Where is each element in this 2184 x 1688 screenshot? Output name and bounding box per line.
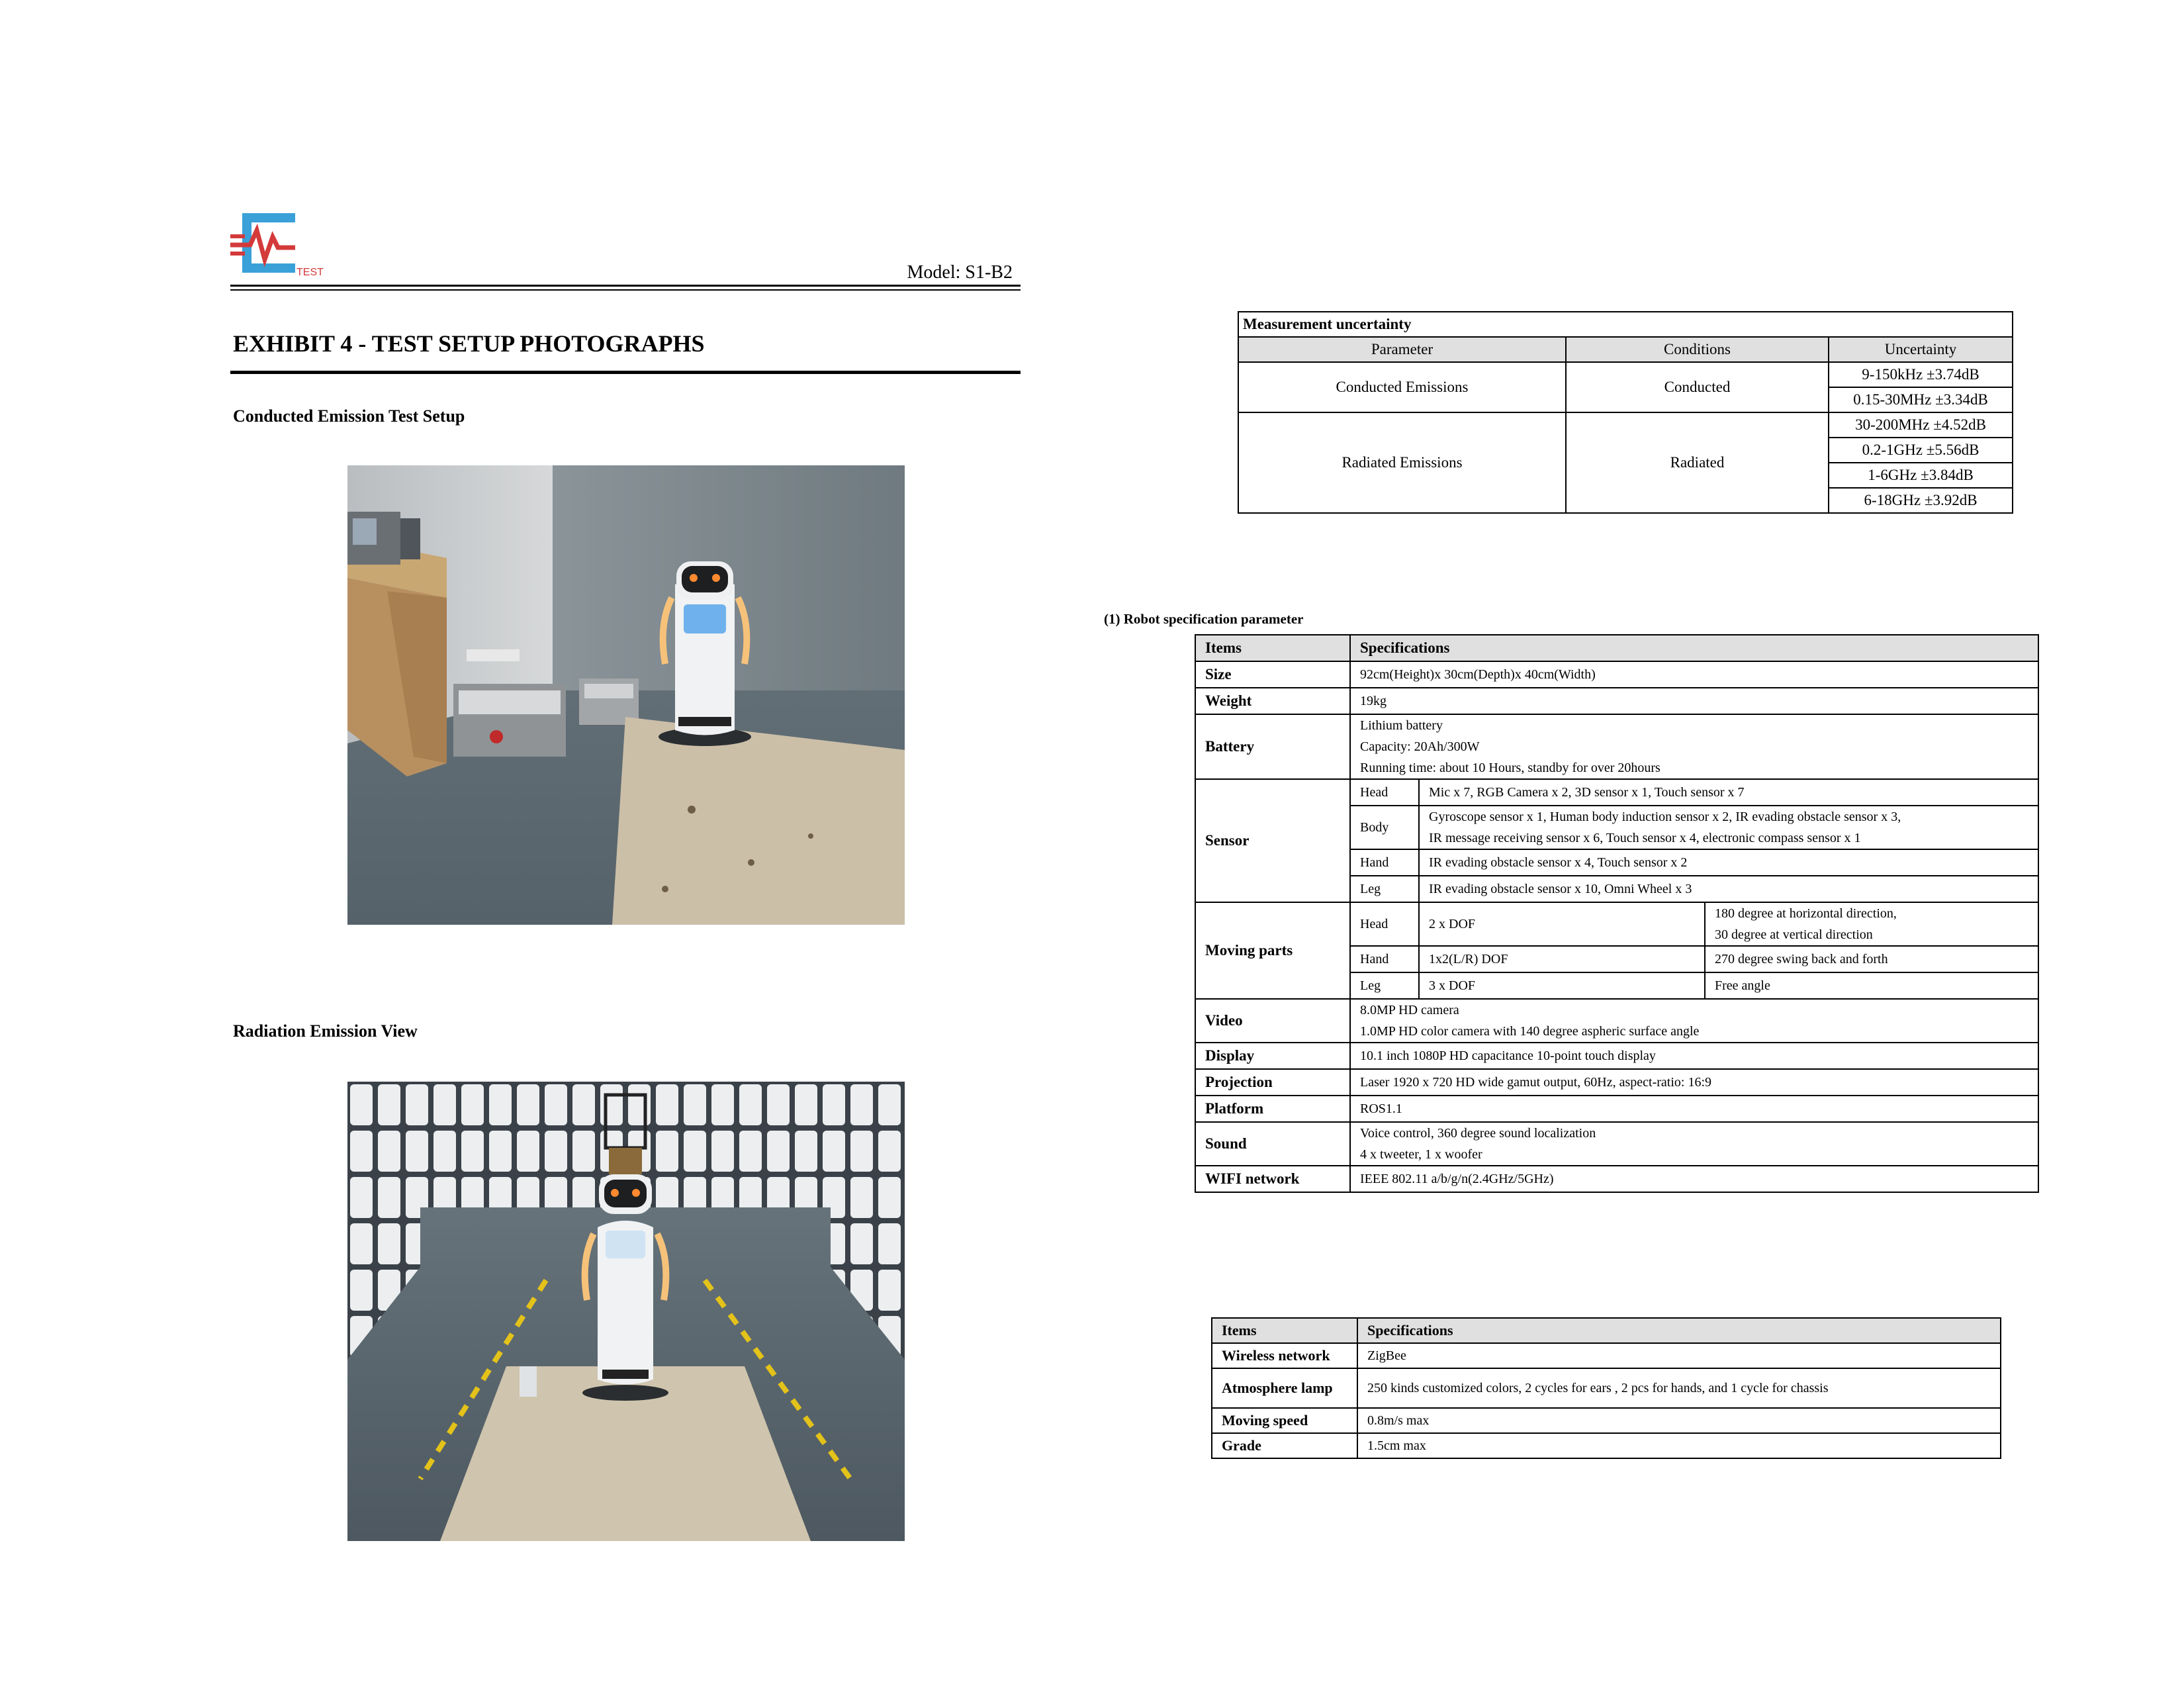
uncertainty-table bbox=[1238, 311, 2013, 514]
spec-value: Mic x 7, RGB Camera x 2, 3D sensor x 1, Touch sensor x 7 bbox=[1419, 779, 2038, 806]
radiation-chamber-photo bbox=[347, 1082, 905, 1541]
spec-key: Size bbox=[1195, 661, 1350, 688]
company-logo bbox=[230, 211, 336, 279]
spec-value: 1.5cm max bbox=[1357, 1433, 2001, 1458]
radiated-parameter: Radiated Emissions bbox=[1238, 412, 1566, 513]
conducted-parameter: Conducted Emissions bbox=[1238, 362, 1566, 412]
spec-subkey: Leg bbox=[1350, 876, 1419, 902]
spec-value: IEEE 802.11 a/b/g/n(2.4GHz/5GHz) bbox=[1350, 1166, 2038, 1192]
uncertainty-title: Measurement uncertainty bbox=[1238, 312, 2013, 337]
spec-key: Weight bbox=[1195, 688, 1350, 714]
spec-key: Wireless network bbox=[1212, 1343, 1357, 1368]
spec-key: Moving parts bbox=[1195, 902, 1350, 999]
uncertainty-value: 0.2-1GHz ±5.56dB bbox=[1829, 438, 2013, 463]
spec-key: Sensor bbox=[1195, 779, 1350, 902]
exhibit-title: EXHIBIT 4 - TEST SETUP PHOTOGRAPHS bbox=[233, 330, 705, 357]
spec-line: Capacity: 20Ah/300W bbox=[1360, 739, 1480, 754]
spec-key: WIFI network bbox=[1195, 1166, 1350, 1192]
spec-value: 250 kinds customized colors, 2 cycles for ears , 2 pcs for hands, and 1 cycle for chassis bbox=[1357, 1368, 2001, 1408]
spec2-header-items: Items bbox=[1212, 1318, 1357, 1343]
model-number: Model: S1-B2 bbox=[907, 262, 1013, 283]
spec-value-multiline bbox=[1350, 1122, 2038, 1166]
robot-spec-table bbox=[1195, 634, 2039, 1193]
spec-value: ZigBee bbox=[1357, 1343, 2001, 1368]
spec-value: 0.8m/s max bbox=[1357, 1408, 2001, 1433]
spec-value: 270 degree swing back and forth bbox=[1705, 946, 2038, 972]
spec-line: 1.0MP HD color camera with 140 degree aspheric surface angle bbox=[1360, 1024, 1700, 1039]
uncertainty-value: 6-18GHz ±3.92dB bbox=[1829, 488, 2013, 513]
spec-subkey: Hand bbox=[1350, 946, 1419, 972]
robot-spec-title: (1) Robot specification parameter bbox=[1104, 611, 1304, 627]
header-rule bbox=[230, 285, 1021, 287]
uncertainty-value: 9-150kHz ±3.74dB bbox=[1829, 362, 2013, 387]
logo-text: TEST bbox=[296, 267, 324, 278]
spec-subkey: Hand bbox=[1350, 849, 1419, 876]
spec-line: Voice control, 360 degree sound localization bbox=[1360, 1126, 1596, 1141]
spec-value: 10.1 inch 1080P HD capacitance 10-point touch display bbox=[1350, 1043, 2038, 1069]
spec-dof: 2 x DOF bbox=[1419, 902, 1705, 946]
spec-value-multiline bbox=[1350, 999, 2038, 1043]
uncertainty-value: 30-200MHz ±4.52dB bbox=[1829, 412, 2013, 438]
col-header-parameter: Parameter bbox=[1238, 337, 1566, 362]
spec-subkey: Head bbox=[1350, 779, 1419, 806]
spec-key: Display bbox=[1195, 1043, 1350, 1069]
spec-value-multiline bbox=[1419, 806, 2038, 849]
spec-line: Gyroscope sensor x 1, Human body induction sensor x 2, IR evading obstacle sensor x 3, bbox=[1429, 810, 1901, 824]
spec-key: Projection bbox=[1195, 1069, 1350, 1096]
conducted-condition: Conducted bbox=[1566, 362, 1829, 412]
col-header-uncertainty: Uncertainty bbox=[1829, 337, 2013, 362]
spec-dof: 3 x DOF bbox=[1419, 972, 1705, 999]
spec2-header-specifications: Specifications bbox=[1357, 1318, 2001, 1343]
spec-key: Moving speed bbox=[1212, 1408, 1357, 1433]
spec-subkey: Leg bbox=[1350, 972, 1419, 999]
spec-header-items: Items bbox=[1195, 635, 1350, 661]
spec-subkey: Head bbox=[1350, 902, 1419, 946]
spec-key: Battery bbox=[1195, 714, 1350, 779]
spec-subkey: Body bbox=[1350, 806, 1419, 849]
radiation-section-title: Radiation Emission View bbox=[233, 1021, 418, 1041]
spec-line: 4 x tweeter, 1 x woofer bbox=[1360, 1147, 1482, 1162]
spec-value: IR evading obstacle sensor x 10, Omni Wheel x 3 bbox=[1419, 876, 2038, 902]
spec-value-multiline bbox=[1350, 714, 2038, 779]
spec-line: 30 degree at vertical direction bbox=[1715, 927, 1873, 942]
spec-value-multiline bbox=[1705, 902, 2038, 946]
spec-line: 8.0MP HD camera bbox=[1360, 1003, 1459, 1017]
spec-header-specifications: Specifications bbox=[1350, 635, 2038, 661]
spec-value: IR evading obstacle sensor x 4, Touch sensor x 2 bbox=[1419, 849, 2038, 876]
spec-line: IR message receiving sensor x 6, Touch sensor x 4, electronic compass sensor x 1 bbox=[1429, 831, 1861, 845]
title-rule bbox=[230, 371, 1021, 374]
spec-line: Running time: about 10 Hours, standby for over 20hours bbox=[1360, 761, 1661, 775]
robot-spec-table-2 bbox=[1211, 1317, 2001, 1459]
spec-dof: 1x2(L/R) DOF bbox=[1419, 946, 1705, 972]
spec-value: ROS1.1 bbox=[1350, 1096, 2038, 1122]
spec-key: Video bbox=[1195, 999, 1350, 1043]
radiated-condition: Radiated bbox=[1566, 412, 1829, 513]
header-rule-thin bbox=[230, 289, 1021, 291]
spec-line: 180 degree at horizontal direction, bbox=[1715, 906, 1897, 921]
spec-value: Free angle bbox=[1705, 972, 2038, 999]
spec-key: Atmosphere lamp bbox=[1212, 1368, 1357, 1408]
spec-value: 19kg bbox=[1350, 688, 2038, 714]
spec-key: Grade bbox=[1212, 1433, 1357, 1458]
spec-key: Sound bbox=[1195, 1122, 1350, 1166]
spec-value: Laser 1920 x 720 HD wide gamut output, 60Hz, aspect-ratio: 16:9 bbox=[1350, 1069, 2038, 1096]
col-header-conditions: Conditions bbox=[1566, 337, 1829, 362]
uncertainty-value: 1-6GHz ±3.84dB bbox=[1829, 463, 2013, 488]
conducted-section-title: Conducted Emission Test Setup bbox=[233, 406, 465, 426]
spec-value: 92cm(Height)x 30cm(Depth)x 40cm(Width) bbox=[1350, 661, 2038, 688]
uncertainty-value: 0.15-30MHz ±3.34dB bbox=[1829, 387, 2013, 412]
conducted-setup-photo bbox=[347, 465, 905, 925]
spec-key: Platform bbox=[1195, 1096, 1350, 1122]
spec-line: Lithium battery bbox=[1360, 718, 1443, 733]
